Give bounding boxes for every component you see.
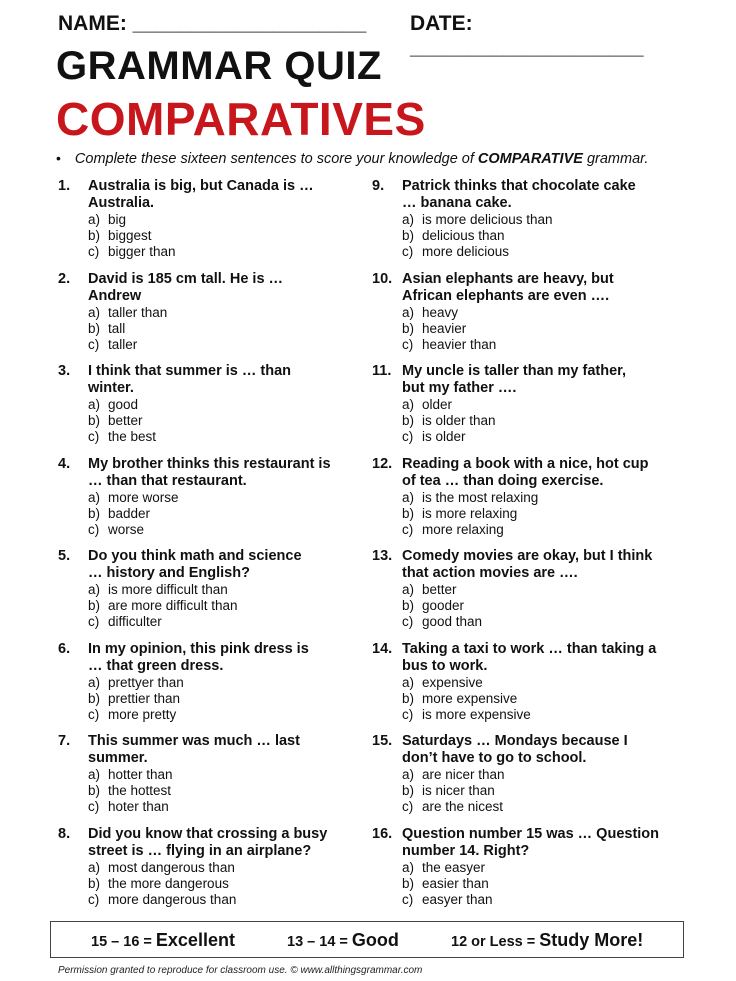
option-text: good (108, 397, 139, 412)
question-item (58, 456, 378, 549)
option-text: taller than (108, 304, 168, 320)
answer-options (88, 490, 179, 538)
option-letter: b) (88, 413, 101, 428)
question-number: 13. (372, 548, 393, 564)
answer-option[interactable] (402, 337, 496, 353)
option-letter: a) (402, 489, 415, 505)
option-text: more dangerous than (108, 891, 237, 907)
question-text: Asian elephants are heavy, but African elephants are even …. (402, 270, 614, 304)
questions-left-column (58, 178, 378, 918)
option-letter: b) (402, 690, 415, 706)
answer-option[interactable] (402, 244, 553, 260)
scoring-box (50, 921, 684, 958)
question-item (58, 363, 378, 456)
answer-option[interactable] (402, 675, 531, 691)
answer-option[interactable] (88, 228, 176, 244)
answer-option[interactable] (88, 506, 179, 522)
option-text: the easyer (422, 859, 486, 875)
option-text: gooder (422, 598, 465, 613)
score-excellent (91, 930, 235, 951)
question-number: 14. (372, 640, 393, 657)
option-letter: b) (88, 783, 101, 798)
answer-option[interactable] (402, 691, 531, 707)
question-number: 9. (372, 178, 385, 194)
option-letter: c) (88, 614, 100, 629)
option-letter: c) (402, 521, 414, 537)
option-text: is older than (422, 413, 496, 428)
answer-option[interactable] (88, 397, 156, 413)
question-number: 2. (58, 270, 71, 287)
option-text: hotter than (108, 767, 173, 782)
question-number: 10. (372, 270, 393, 287)
answer-options (88, 767, 173, 815)
question-text: Comedy movies are okay, but I think that action movies are …. (402, 548, 653, 581)
question-number: 5. (58, 548, 71, 564)
option-letter: a) (88, 397, 101, 412)
option-text: big (108, 212, 127, 227)
option-text: prettier than (108, 690, 181, 706)
question-text: Reading a book with a nice, hot cup of tea … than doing exercise. (402, 455, 649, 489)
question-item (58, 733, 378, 826)
option-letter: c) (402, 799, 414, 814)
option-letter: b) (88, 320, 101, 336)
option-letter: c) (402, 706, 414, 722)
option-text: tall (108, 320, 126, 336)
answer-option[interactable] (88, 860, 236, 876)
instructions-text-end: grammar. (582, 151, 649, 167)
option-text: is more difficult than (108, 582, 228, 597)
option-letter: a) (88, 674, 101, 690)
answer-option[interactable] (88, 413, 156, 429)
answer-options (402, 860, 493, 908)
question-item (58, 548, 378, 641)
option-letter: b) (402, 875, 415, 891)
answer-option[interactable] (402, 892, 493, 908)
option-letter: c) (402, 336, 414, 352)
option-letter: a) (402, 212, 415, 227)
question-text: David is 185 cm tall. He is … Andrew (88, 270, 284, 304)
answer-option[interactable] (88, 321, 167, 337)
option-text: hoter than (108, 799, 169, 814)
answer-option[interactable] (88, 212, 176, 228)
questions-right-column (372, 178, 692, 918)
question-text: In my opinion, this pink dress is … that green dress. (88, 640, 309, 674)
question-number: 15. (372, 733, 393, 749)
question-item (372, 178, 692, 271)
bullet-icon: • (56, 150, 61, 166)
question-text: Question number 15 was … Question number 14. Right? (402, 825, 660, 859)
question-item (58, 271, 378, 364)
option-letter: a) (402, 397, 415, 412)
answer-options (88, 582, 238, 630)
option-letter: c) (88, 706, 100, 722)
answer-options (402, 582, 482, 630)
option-text: badder (108, 505, 151, 521)
answer-option[interactable] (88, 767, 173, 783)
option-text: difficulter (108, 614, 162, 629)
question-number: 1. (58, 178, 71, 194)
option-letter: a) (402, 674, 415, 690)
answer-option[interactable] (402, 767, 505, 783)
option-text: more pretty (108, 706, 177, 722)
answer-option[interactable] (88, 582, 238, 598)
question-text: Australia is big, but Canada is … Australia. (88, 178, 314, 211)
answer-options (402, 490, 538, 538)
answer-option[interactable] (402, 305, 496, 321)
question-number: 4. (58, 455, 71, 472)
question-item (372, 363, 692, 456)
option-text: older (422, 397, 453, 412)
answer-option[interactable] (402, 783, 505, 799)
question-item (372, 271, 692, 364)
answer-option[interactable] (402, 707, 531, 723)
option-text: expensive (422, 674, 483, 690)
option-letter: c) (402, 891, 414, 907)
answer-options (88, 305, 167, 353)
score-label: Good (351, 930, 399, 950)
score-label: Study More! (539, 930, 644, 950)
answer-options (88, 212, 176, 260)
option-text: are the nicest (422, 799, 504, 814)
option-text: good than (422, 614, 483, 629)
score-range: 13 – 14 = (287, 934, 352, 950)
option-letter: b) (88, 598, 101, 613)
question-text: This summer was much … last summer. (88, 733, 300, 766)
answer-option[interactable] (402, 413, 496, 429)
answer-option[interactable] (88, 598, 238, 614)
question-item (372, 733, 692, 826)
option-letter: b) (402, 228, 415, 243)
answer-option[interactable] (88, 614, 238, 630)
option-letter: c) (88, 336, 100, 352)
answer-option[interactable] (88, 876, 236, 892)
footer-permission: Permission granted to reproduce for classroom use. © www.allthingsgrammar.com (58, 965, 423, 976)
option-text: is older (422, 429, 466, 444)
option-text: most dangerous than (108, 859, 235, 875)
option-text: worse (108, 521, 145, 537)
answer-option[interactable] (88, 337, 167, 353)
answer-option[interactable] (88, 799, 173, 815)
question-text: Patrick thinks that chocolate cake … banana cake. (402, 178, 636, 211)
option-letter: a) (88, 767, 101, 782)
score-range: 15 – 16 = (91, 934, 156, 950)
instructions-emphasis: COMPARATIVE (477, 151, 583, 167)
answer-option[interactable] (88, 707, 184, 723)
option-letter: b) (402, 413, 415, 428)
option-text: more expensive (422, 690, 518, 706)
option-letter: c) (88, 429, 100, 444)
option-letter: a) (88, 859, 101, 875)
option-text: taller (108, 336, 138, 352)
question-number: 8. (58, 825, 71, 842)
answer-option[interactable] (402, 429, 496, 445)
answer-options (88, 675, 184, 723)
option-text: more relaxing (422, 521, 504, 537)
score-label: Excellent (155, 930, 235, 950)
answer-option[interactable] (402, 212, 553, 228)
option-text: is nicer than (422, 783, 495, 798)
answer-option[interactable] (88, 691, 184, 707)
answer-option[interactable] (88, 892, 236, 908)
answer-option[interactable] (88, 783, 173, 799)
question-text: Do you think math and science … history and English? (88, 548, 302, 581)
answer-options (88, 860, 236, 908)
answer-option[interactable] (402, 860, 493, 876)
answer-options (88, 397, 156, 445)
option-letter: b) (402, 320, 415, 336)
option-letter: a) (88, 489, 101, 505)
option-text: heavier than (422, 336, 497, 352)
question-item (372, 548, 692, 641)
option-letter: b) (88, 228, 101, 243)
option-text: is more delicious than (422, 212, 553, 227)
page-title: GRAMMAR QUIZ (56, 44, 382, 88)
instructions (56, 150, 648, 167)
option-text: more worse (108, 489, 179, 505)
option-letter: b) (402, 783, 415, 798)
answer-option[interactable] (402, 876, 493, 892)
option-text: are more difficult than (108, 598, 238, 613)
option-text: is more relaxing (422, 505, 518, 521)
answer-option[interactable] (402, 228, 553, 244)
option-text: delicious than (422, 228, 505, 243)
option-letter: c) (88, 891, 100, 907)
answer-option[interactable] (88, 305, 167, 321)
option-text: easyer than (422, 891, 493, 907)
option-letter: b) (88, 690, 101, 706)
date-field-label[interactable]: DATE: ____________________ (410, 12, 644, 59)
option-text: the best (108, 429, 157, 444)
option-letter: a) (88, 304, 101, 320)
option-text: biggest (108, 228, 152, 243)
answer-options (402, 397, 496, 445)
question-number: 7. (58, 733, 71, 749)
question-text: I think that summer is … than winter. (88, 363, 292, 396)
option-text: more delicious (422, 244, 510, 259)
answer-option[interactable] (402, 614, 482, 630)
question-text: Taking a taxi to work … than taking a bus to work. (402, 640, 657, 674)
option-letter: a) (402, 859, 415, 875)
answer-options (402, 675, 531, 723)
page-subtitle: COMPARATIVES (56, 93, 426, 145)
instructions-text: Complete these sixteen sentences to score your knowledge of (74, 151, 478, 167)
option-letter: a) (88, 212, 101, 227)
question-number: 3. (58, 363, 71, 379)
answer-option[interactable] (402, 397, 496, 413)
answer-options (402, 305, 496, 353)
option-text: prettyer than (108, 674, 184, 690)
option-text: heavier (422, 320, 467, 336)
option-letter: c) (88, 244, 100, 259)
header-row (58, 12, 696, 59)
score-range: 12 or Less = (451, 934, 540, 950)
option-text: bigger than (108, 244, 176, 259)
option-letter: b) (88, 505, 101, 521)
score-good (287, 930, 399, 951)
question-text: My brother thinks this restaurant is … than that restaurant. (88, 455, 331, 489)
answer-option[interactable] (88, 490, 179, 506)
answer-options (402, 767, 505, 815)
question-text: Saturdays … Mondays because I don’t have to go to school. (402, 733, 628, 766)
option-letter: a) (402, 304, 415, 320)
option-letter: c) (88, 521, 100, 537)
question-item (372, 456, 692, 549)
question-text: Did you know that crossing a busy street is … flying in an airplane? (88, 825, 328, 859)
option-text: is more expensive (422, 706, 531, 722)
answer-option[interactable] (402, 506, 538, 522)
question-item (58, 826, 378, 919)
answer-option[interactable] (402, 522, 538, 538)
answer-option[interactable] (402, 490, 538, 506)
option-text: the more dangerous (108, 875, 229, 891)
option-letter: c) (88, 799, 100, 814)
question-item (58, 641, 378, 734)
option-text: is the most relaxing (422, 489, 539, 505)
option-text: better (422, 582, 457, 597)
answer-option[interactable] (402, 799, 505, 815)
answer-option[interactable] (402, 582, 482, 598)
answer-option[interactable] (88, 244, 176, 260)
answer-option[interactable] (88, 522, 179, 538)
score-study-more (451, 930, 643, 951)
question-number: 6. (58, 640, 71, 657)
question-item (58, 178, 378, 271)
question-number: 11. (372, 363, 392, 379)
name-field-label[interactable]: NAME: ____________________ (58, 12, 367, 35)
answer-option[interactable] (402, 321, 496, 337)
option-text: better (108, 413, 143, 428)
option-letter: a) (402, 767, 415, 782)
option-letter: a) (402, 582, 415, 597)
option-letter: b) (88, 875, 101, 891)
answer-option[interactable] (88, 675, 184, 691)
option-text: heavy (422, 304, 459, 320)
option-letter: c) (402, 614, 414, 629)
option-text: are nicer than (422, 767, 505, 782)
question-item (372, 826, 692, 919)
option-letter: c) (402, 244, 414, 259)
question-item (372, 641, 692, 734)
answer-option[interactable] (402, 598, 482, 614)
option-letter: b) (402, 505, 415, 521)
option-text: easier than (422, 875, 489, 891)
option-letter: a) (88, 582, 101, 597)
answer-option[interactable] (88, 429, 156, 445)
answer-options (402, 212, 553, 260)
question-number: 12. (372, 455, 393, 472)
option-letter: b) (402, 598, 415, 613)
question-number: 16. (372, 825, 393, 842)
option-text: the hottest (108, 783, 172, 798)
option-letter: c) (402, 429, 414, 444)
question-text: My uncle is taller than my father, but my father …. (402, 363, 627, 396)
